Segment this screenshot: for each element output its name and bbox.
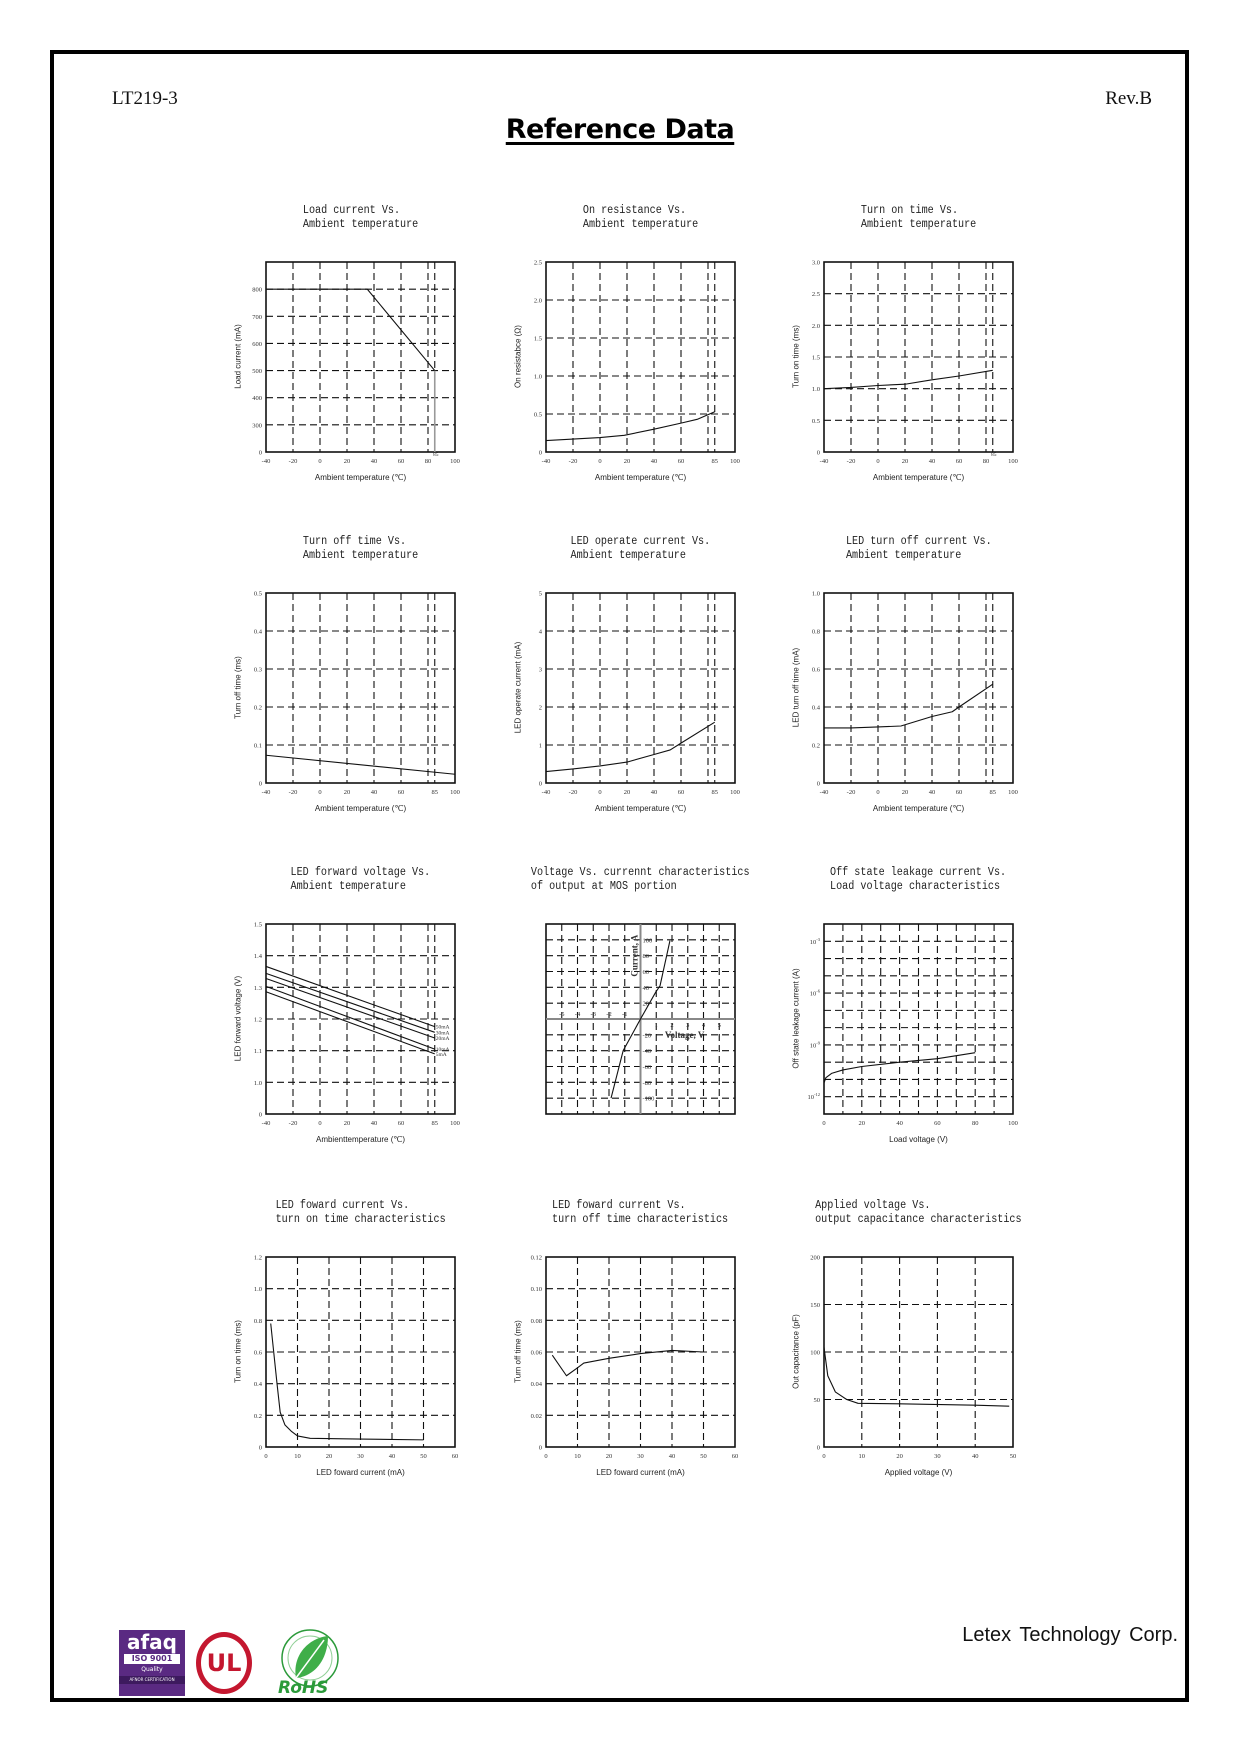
series-line <box>546 722 715 771</box>
x-axis-label: Load voltage (V) <box>889 1135 948 1144</box>
chart-title-line: Ambient temperature <box>570 549 687 562</box>
y-tick-label: 1.0 <box>811 386 820 394</box>
x-tick-label-raised: 85 <box>433 452 439 458</box>
y-axis-label: Off state leakage current (A) <box>791 968 801 1069</box>
chart-title-line: Voltage Vs. currennt characteristics <box>531 866 750 879</box>
chart-5 <box>501 581 770 801</box>
chart-title <box>764 204 1073 232</box>
x-tick-label: 50 <box>1009 1453 1017 1460</box>
y-tick-label: $10^{-3}$ <box>809 936 820 946</box>
plot-frame <box>546 593 735 783</box>
x-tick-label: 30 <box>357 1453 364 1460</box>
chart-title-line: Applied voltage Vs. <box>815 1199 931 1212</box>
y-tick-label: 1.5 <box>253 921 262 929</box>
y-tick-label: 4 <box>538 628 542 636</box>
chart-title-line: Ambient temperature <box>290 880 407 893</box>
x-tick-label: -20 <box>568 458 578 465</box>
y-tick-label: 0 <box>816 780 820 788</box>
chart-8 <box>501 912 770 1132</box>
y-tick-label: 0.06 <box>530 1349 542 1357</box>
x-tick-label: -20 <box>288 458 298 465</box>
y-tick-label: -100 <box>642 1095 655 1103</box>
x-tick-label: 20 <box>343 1120 351 1127</box>
page-title <box>0 114 1240 145</box>
series-line <box>824 1347 1009 1406</box>
x-tick-label: -40 <box>261 1120 271 1127</box>
chart-title-line: Ambient temperature <box>302 549 419 562</box>
y-axis-title: Current, A <box>629 934 640 977</box>
chart-title <box>764 866 1073 894</box>
y-tick-label: 20 <box>642 1000 649 1008</box>
x-axis-label: Ambient temperature (℃) <box>872 473 965 482</box>
y-tick-label: 60 <box>642 969 649 976</box>
rohs-logo-text: RoHS <box>278 1678 329 1698</box>
plot-frame <box>824 593 1013 783</box>
x-tick-label: 40 <box>650 458 658 465</box>
series-label: 50mA <box>435 1024 450 1031</box>
y-tick-label: $10^{-9}$ <box>809 1040 820 1050</box>
x-tick-label: 100 <box>450 458 460 465</box>
x-tick-label: 20 <box>623 789 631 796</box>
y-axis-label: Turn on time (ms) <box>791 325 801 388</box>
x-tick-label: 4 <box>701 1022 706 1029</box>
x-axis-label: Applied voltage (V) <box>884 1468 953 1477</box>
x-tick-label: 30 <box>637 1453 644 1460</box>
chart-title-line: output capacitance characteristics <box>815 1213 1022 1226</box>
x-tick-label: 40 <box>388 1453 396 1460</box>
chart-1 <box>221 250 490 470</box>
document-id: LT219-3 <box>112 88 178 109</box>
y-tick-label: 2.5 <box>811 291 820 299</box>
x-tick-label: -20 <box>846 458 856 465</box>
chart-title <box>486 866 795 894</box>
y-tick-label: -60 <box>642 1064 652 1071</box>
y-tick-label: 0.10 <box>530 1286 542 1294</box>
y-tick-label: 1.3 <box>253 984 262 992</box>
y-tick-label: 0 <box>816 449 820 457</box>
x-tick-label: 100 <box>1008 458 1018 465</box>
y-axis-label: LED operate current (mA) <box>513 641 523 734</box>
afaq-logo-iso: ISO 9001 <box>124 1654 180 1664</box>
x-tick-label: 0 <box>598 789 602 796</box>
chart-title-text <box>531 866 750 894</box>
x-tick-label-raised: 85 <box>991 452 997 458</box>
x-tick-label: -40 <box>541 458 551 465</box>
chart-title-line: Ambient temperature <box>860 218 977 231</box>
y-tick-label: 40 <box>642 984 649 992</box>
x-tick-label: 100 <box>730 458 740 465</box>
chart-title-line: LED foward current Vs. <box>552 1199 687 1212</box>
afaq-logo-quality: Quality <box>141 1666 163 1673</box>
x-tick-label: 50 <box>420 1453 427 1460</box>
y-tick-label: 2.5 <box>533 259 542 267</box>
series-line <box>266 992 435 1054</box>
y-tick-label: 2.0 <box>811 322 820 330</box>
y-axis-label: Out capacitance (pF) <box>791 1314 801 1389</box>
chart-title-line: LED operate current Vs. <box>570 535 711 548</box>
y-tick-label: 100 <box>642 937 653 945</box>
x-tick-label: -20 <box>846 789 856 796</box>
chart-4 <box>221 581 490 801</box>
y-tick-label: 0.5 <box>253 590 262 598</box>
y-tick-label: 0.4 <box>811 704 820 712</box>
x-tick-label: 85 <box>431 789 438 796</box>
y-tick-label: 50 <box>813 1397 820 1404</box>
chart-title-text <box>583 204 698 232</box>
chart-title-text <box>815 1199 1021 1227</box>
x-tick-label: 40 <box>650 789 658 796</box>
chart-title-text <box>303 535 418 563</box>
company-name: Letex Technology Corp. <box>962 1624 1178 1646</box>
series-line <box>266 289 435 370</box>
plot-frame <box>266 262 455 452</box>
y-tick-label: 0.1 <box>253 742 262 750</box>
x-tick-label: 0 <box>876 789 880 796</box>
x-tick-label: 0 <box>318 789 322 796</box>
x-axis-label: Ambient temperature (℃) <box>314 804 407 813</box>
x-tick-label: 80 <box>424 458 432 465</box>
y-tick-label: 1 <box>538 742 542 750</box>
x-tick-label: 85 <box>989 789 996 796</box>
x-tick-label: 20 <box>343 458 351 465</box>
y-tick-label: 200 <box>810 1254 820 1262</box>
x-tick-label: 20 <box>901 789 909 796</box>
ul-logo: UL <box>196 1632 252 1694</box>
x-tick-label: 40 <box>928 789 936 796</box>
y-tick-label: 2.0 <box>533 297 542 305</box>
y-tick-label: 0 <box>538 449 542 457</box>
chart-title-line: LED forward voltage Vs. <box>290 866 431 879</box>
y-tick-label: 0 <box>258 449 262 457</box>
y-tick-label: 1.2 <box>253 1016 262 1024</box>
x-tick-label: 100 <box>1008 789 1018 796</box>
afaq-iso9001-logo <box>119 1630 185 1696</box>
y-tick-label: -40 <box>642 1048 652 1056</box>
y-tick-label: 1.5 <box>811 354 820 362</box>
x-tick-label: 20 <box>901 458 909 465</box>
rohs-logo <box>274 1628 340 1698</box>
x-axis-label: Ambient temperature (℃) <box>314 473 407 482</box>
y-tick-label: 1.0 <box>811 590 820 598</box>
series-label: 5mA <box>435 1051 447 1058</box>
x-tick-label: 5 <box>717 1022 721 1029</box>
x-tick-label: 60 <box>397 1120 405 1127</box>
x-tick-label: 10 <box>574 1453 581 1460</box>
x-tick-label: 0 <box>822 1453 826 1460</box>
chart-title <box>206 204 515 232</box>
y-tick-label: 0.8 <box>811 628 820 636</box>
x-tick-label: 100 <box>450 1120 460 1127</box>
x-tick-label: 20 <box>896 1453 903 1460</box>
chart-title <box>486 1199 795 1227</box>
x-axis-label: Ambient temperature (℃) <box>594 804 687 813</box>
x-tick-label: 40 <box>928 458 936 465</box>
chart-title-line: Off state leakage current Vs. <box>830 866 1007 879</box>
chart-title <box>486 204 795 232</box>
x-tick-label: 60 <box>677 458 685 465</box>
y-tick-label: 0.2 <box>253 704 262 712</box>
x-tick-label: 100 <box>730 789 740 796</box>
chart-title <box>206 1199 515 1227</box>
y-tick-label: 1.4 <box>253 953 262 961</box>
y-tick-label: 700 <box>252 313 262 321</box>
x-tick-label: 85 <box>711 789 718 796</box>
chart-2 <box>501 250 770 470</box>
y-tick-label: $10^{-6}$ <box>809 988 820 998</box>
y-tick-label: 0.02 <box>530 1412 542 1420</box>
chart-11 <box>501 1245 770 1465</box>
series-line <box>266 973 435 1032</box>
chart-title-line: Ambient temperature <box>845 549 962 562</box>
x-tick-label: -40 <box>541 789 551 796</box>
chart-title-line: turn off time characteristics <box>552 1213 729 1226</box>
x-tick-label: 20 <box>325 1453 333 1460</box>
series-line <box>266 755 455 774</box>
chart-12 <box>779 1245 1048 1465</box>
y-tick-label: 1.1 <box>253 1048 262 1056</box>
y-tick-label: -20 <box>642 1032 652 1040</box>
chart-title <box>206 535 515 563</box>
y-tick-label: 80 <box>642 953 649 961</box>
x-tick-label: 2 <box>670 1022 674 1029</box>
x-axis-label: Ambient temperature (℃) <box>594 473 687 482</box>
chart-title-text <box>291 866 431 894</box>
y-tick-label: 0.3 <box>253 666 262 674</box>
x-tick-label: 60 <box>955 789 963 796</box>
x-tick-label: 0 <box>318 1120 322 1127</box>
x-axis-label: LED foward current (mA) <box>316 1468 405 1477</box>
chart-title-text <box>552 1199 728 1227</box>
x-tick-label: 100 <box>450 789 460 796</box>
y-tick-label: 0 <box>816 1444 820 1452</box>
y-tick-label: 1.0 <box>253 1286 262 1294</box>
afaq-logo-text: afaq <box>126 1630 177 1654</box>
y-tick-label: 0.2 <box>811 742 820 750</box>
chart-title-line: of output at MOS portion <box>531 880 677 893</box>
y-tick-label: 0.6 <box>811 666 820 674</box>
x-axis-label: Ambient temperature (℃) <box>872 804 965 813</box>
x-tick-label: 60 <box>731 1453 739 1460</box>
x-tick-label: -3 <box>590 1011 596 1018</box>
y-tick-label: $10^{-12}$ <box>807 1092 820 1102</box>
y-tick-label: 0.4 <box>253 628 262 636</box>
x-tick-label: 60 <box>451 1453 459 1460</box>
y-tick-label: 0 <box>258 1444 262 1452</box>
x-tick-label: -1 <box>622 1011 628 1018</box>
x-tick-label: 40 <box>896 1120 903 1127</box>
y-tick-label: 0 <box>258 780 262 788</box>
y-axis-label: LED turn off time (mA) <box>791 647 801 728</box>
y-tick-label: 0.12 <box>530 1254 542 1262</box>
x-tick-label: 0 <box>598 458 602 465</box>
x-tick-label: -2 <box>606 1011 612 1018</box>
chart-title-line: turn on time characteristics <box>275 1213 446 1226</box>
x-tick-label: -4 <box>574 1011 581 1018</box>
y-axis-label: Load current (mA) <box>233 324 243 389</box>
chart-title-line: Load voltage characteristics <box>830 880 1001 893</box>
page-title-text: Reference Data <box>505 114 735 145</box>
chart-3 <box>779 250 1048 470</box>
x-tick-label: 80 <box>982 458 990 465</box>
x-tick-label: 0 <box>876 458 880 465</box>
series-line <box>552 1350 703 1375</box>
y-tick-label: 2 <box>538 704 542 712</box>
y-tick-label: 0 <box>538 780 542 788</box>
y-tick-label: 400 <box>252 395 262 403</box>
x-tick-label: 40 <box>370 1120 378 1127</box>
series-label: 20mA <box>435 1036 450 1042</box>
plot-frame <box>266 593 455 783</box>
x-axis-title: Voltage, V <box>664 1029 705 1040</box>
x-tick-label: 0 <box>264 1453 268 1460</box>
chart-9 <box>779 912 1048 1132</box>
y-tick-label: 800 <box>252 286 262 294</box>
y-tick-label: 0.5 <box>811 417 820 425</box>
y-tick-label: 3.0 <box>811 259 820 267</box>
x-axis-label: LED foward current (mA) <box>596 1468 685 1477</box>
y-tick-label: -80 <box>642 1079 652 1087</box>
x-tick-label: 100 <box>1008 1120 1018 1127</box>
x-tick-label: 60 <box>934 1120 941 1127</box>
y-tick-label: 0.5 <box>533 411 542 419</box>
x-tick-label: 20 <box>858 1120 866 1127</box>
chart-title-line: On resistance Vs. <box>582 204 687 217</box>
x-tick-label: 40 <box>971 1453 979 1460</box>
y-axis-label: On resistabce (Ω) <box>513 325 523 388</box>
x-tick-label: 20 <box>343 789 351 796</box>
y-tick-label: 300 <box>252 422 262 430</box>
x-tick-label: 0 <box>318 458 322 465</box>
y-tick-label: 1.5 <box>533 335 542 343</box>
y-tick-label: 0.6 <box>253 1349 262 1357</box>
chart-title-text <box>571 535 711 563</box>
y-tick-label: 0.4 <box>253 1381 262 1389</box>
y-tick-label: 600 <box>252 340 262 348</box>
x-tick-label: -20 <box>288 1120 298 1127</box>
x-tick-label: 20 <box>605 1453 613 1460</box>
chart-title-text <box>861 204 976 232</box>
x-tick-label: 60 <box>397 789 405 796</box>
x-tick-label: -20 <box>288 789 298 796</box>
chart-title-text <box>846 535 992 563</box>
x-tick-label: -40 <box>819 458 829 465</box>
y-axis-label: Turn off time (ms) <box>513 1320 523 1383</box>
series-line <box>824 370 993 388</box>
chart-title-text <box>303 204 418 232</box>
plot-frame <box>546 262 735 452</box>
x-tick-label: 20 <box>623 458 631 465</box>
chart-6 <box>779 581 1048 801</box>
chart-title-line: Load current Vs. <box>302 204 400 217</box>
x-tick-label: 85 <box>431 1120 438 1127</box>
x-tick-label: 10 <box>294 1453 301 1460</box>
x-tick-label: 50 <box>700 1453 707 1460</box>
y-tick-label: 5 <box>538 590 542 598</box>
y-tick-label: 1.0 <box>533 373 542 381</box>
x-tick-label: 60 <box>955 458 963 465</box>
chart-title-line: LED foward current Vs. <box>275 1199 410 1212</box>
x-tick-label: 60 <box>397 458 405 465</box>
series-line <box>271 1324 424 1440</box>
x-tick-label: 40 <box>370 789 378 796</box>
chart-title <box>764 1199 1073 1227</box>
x-tick-label: 3 <box>686 1022 690 1029</box>
chart-10 <box>221 1245 490 1465</box>
y-tick-label: 0.04 <box>530 1381 542 1389</box>
y-axis-label: LED forward voltage (V) <box>233 975 243 1062</box>
chart-title <box>206 866 515 894</box>
x-tick-label: 85 <box>711 458 718 465</box>
series-label: 10mA <box>435 1047 450 1054</box>
chart-title-line: Ambient temperature <box>302 218 419 231</box>
x-tick-label: 60 <box>677 789 685 796</box>
chart-title-text <box>830 866 1006 894</box>
y-tick-label: 1.0 <box>253 1079 262 1087</box>
y-tick-label: 0.08 <box>530 1317 542 1325</box>
y-tick-label: 1.2 <box>253 1254 262 1262</box>
series-line <box>546 412 715 441</box>
x-tick-label: -40 <box>819 789 829 796</box>
x-tick-label: -5 <box>559 1011 565 1018</box>
chart-7 <box>221 912 490 1132</box>
y-axis-label: Turn on time (ms) <box>233 1320 243 1383</box>
y-tick-label: 0 <box>258 1111 262 1119</box>
revision-label: Rev.B <box>1105 88 1152 109</box>
x-tick-label: -40 <box>261 458 271 465</box>
y-tick-label: 100 <box>810 1349 820 1357</box>
y-tick-label: 150 <box>810 1302 820 1309</box>
chart-title-line: LED turn off current Vs. <box>845 535 992 548</box>
x-tick-label: -40 <box>261 789 271 796</box>
x-tick-label: 30 <box>934 1453 941 1460</box>
chart-title <box>764 535 1073 563</box>
x-tick-label: 10 <box>858 1453 866 1460</box>
y-tick-label: 0.8 <box>253 1317 262 1325</box>
x-tick-label: 40 <box>668 1453 676 1460</box>
y-tick-label: 500 <box>252 368 262 376</box>
y-tick-label: 0 <box>538 1444 542 1452</box>
x-tick-label: 0 <box>822 1120 826 1127</box>
chart-title-line: Turn off time Vs. <box>302 535 407 548</box>
chart-title-line: Turn on time Vs. <box>860 204 958 217</box>
chart-title-line: Ambient temperature <box>582 218 699 231</box>
x-tick-label: -20 <box>568 789 578 796</box>
y-tick-label: 3 <box>538 666 542 674</box>
x-tick-label: 1 <box>654 1022 658 1029</box>
chart-title <box>486 535 795 563</box>
x-tick-label: 40 <box>370 458 378 465</box>
y-tick-label: 0.2 <box>253 1412 262 1420</box>
x-axis-label: Ambienttemperature (℃) <box>315 1135 405 1144</box>
y-axis-label: Turn off time (ms) <box>233 656 243 719</box>
x-tick-label: 0 <box>544 1453 548 1460</box>
chart-title-text <box>275 1199 445 1227</box>
series-label: 30mA <box>435 1030 450 1037</box>
afaq-logo-afnor: AFNOR CERTIFICATION <box>119 1676 185 1684</box>
x-tick-label: 80 <box>971 1120 979 1127</box>
series-line <box>824 684 993 728</box>
